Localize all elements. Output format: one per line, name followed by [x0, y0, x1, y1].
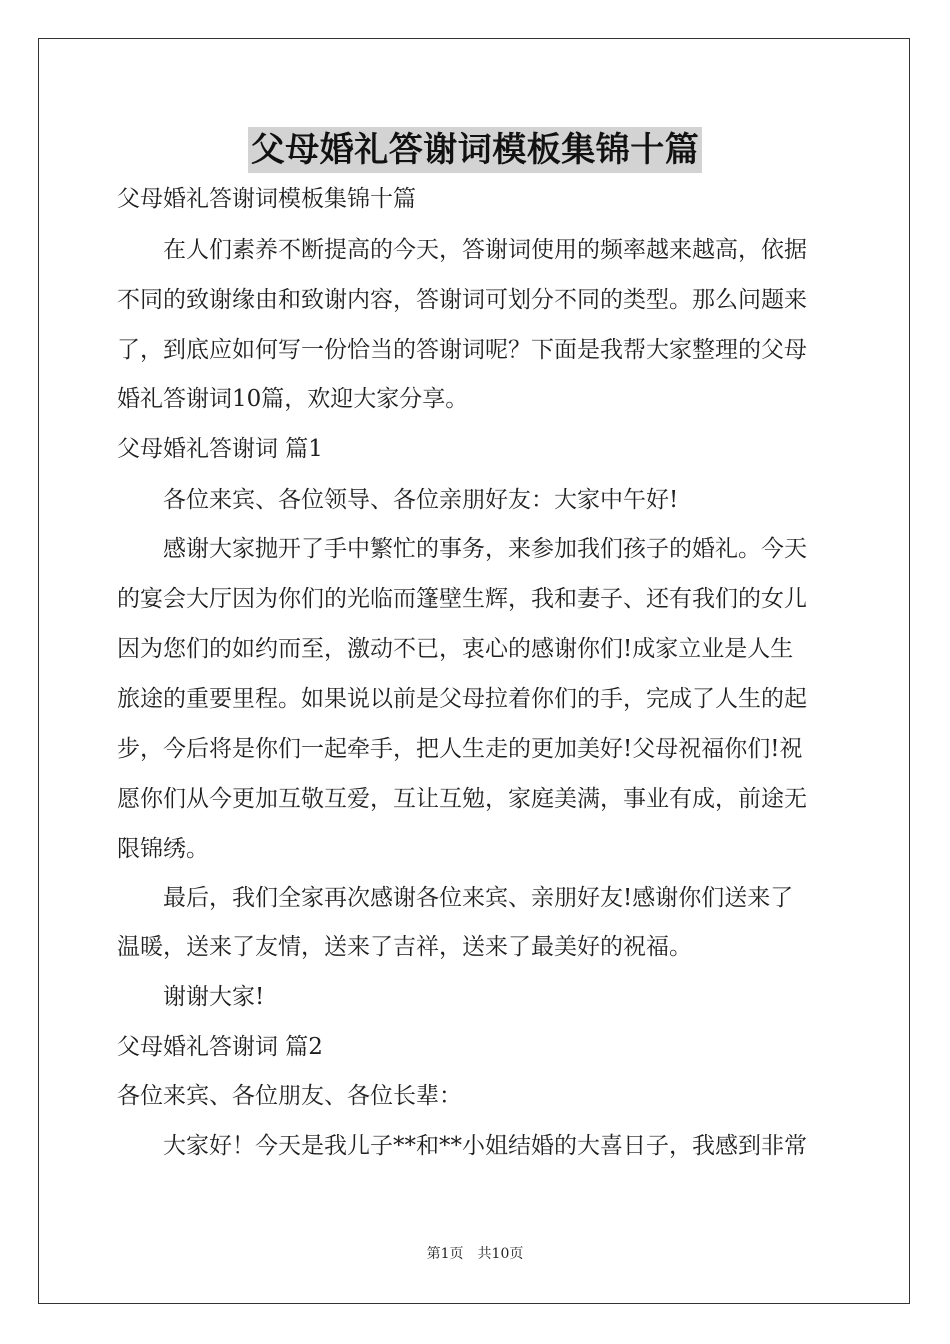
body-text-line: 婚礼答谢词10篇，欢迎大家分享。 [117, 386, 469, 412]
subtitle-line: 父母婚礼答谢词模板集锦十篇 [117, 186, 416, 212]
body-text-line: 谢谢大家! [163, 984, 265, 1010]
page-border [38, 38, 910, 1304]
body-text-line: 温暖，送来了友情，送来了吉祥，送来了最美好的祝福。 [117, 934, 692, 960]
body-text-line: 各位来宾、各位朋友、各位长辈： [117, 1083, 462, 1109]
body-text-line: 因为您们的如约而至，激动不已，衷心的感谢你们!成家立业是人生 [117, 636, 794, 662]
body-text-line: 的宴会大厅因为你们的光临而篷壁生辉，我和妻子、还有我们的女儿 [117, 586, 807, 612]
body-text-line: 步，今后将是你们一起牵手，把人生走的更加美好!父母祝福你们!祝 [117, 736, 803, 762]
body-text-line: 大家好！今天是我儿子**和**小姐结婚的大喜日子，我感到非常 [163, 1133, 807, 1159]
body-text-line: 限锦绣。 [117, 836, 209, 862]
page-footer: 第1页 共10页 [426, 1246, 524, 1262]
body-text-line: 在人们素养不断提高的今天，答谢词使用的频率越来越高，依据 [163, 237, 807, 263]
body-text-line: 不同的致谢缘由和致谢内容，答谢词可划分不同的类型。那么问题来 [117, 287, 807, 313]
body-text-line: 最后，我们全家再次感谢各位来宾、亲朋好友!感谢你们送来了 [163, 885, 794, 911]
body-text-line: 各位来宾、各位领导、各位亲朋好友：大家中午好! [163, 487, 679, 513]
title-container [0, 127, 950, 173]
document-title: 父母婚礼答谢词模板集锦十篇 [248, 127, 703, 173]
body-text-line: 愿你们从今更加互敬互爱，互让互勉，家庭美满，事业有成，前途无 [117, 786, 807, 812]
body-text-line: 感谢大家抛开了手中繁忙的事务，来参加我们孩子的婚礼。今天 [163, 536, 807, 562]
section-heading: 父母婚礼答谢词 篇1 [117, 436, 323, 462]
section-heading: 父母婚礼答谢词 篇2 [117, 1034, 323, 1060]
body-text-line: 了，到底应如何写一份恰当的答谢词呢？下面是我帮大家整理的父母 [117, 337, 807, 363]
body-text-line: 旅途的重要里程。如果说以前是父母拉着你们的手，完成了人生的起 [117, 686, 807, 712]
